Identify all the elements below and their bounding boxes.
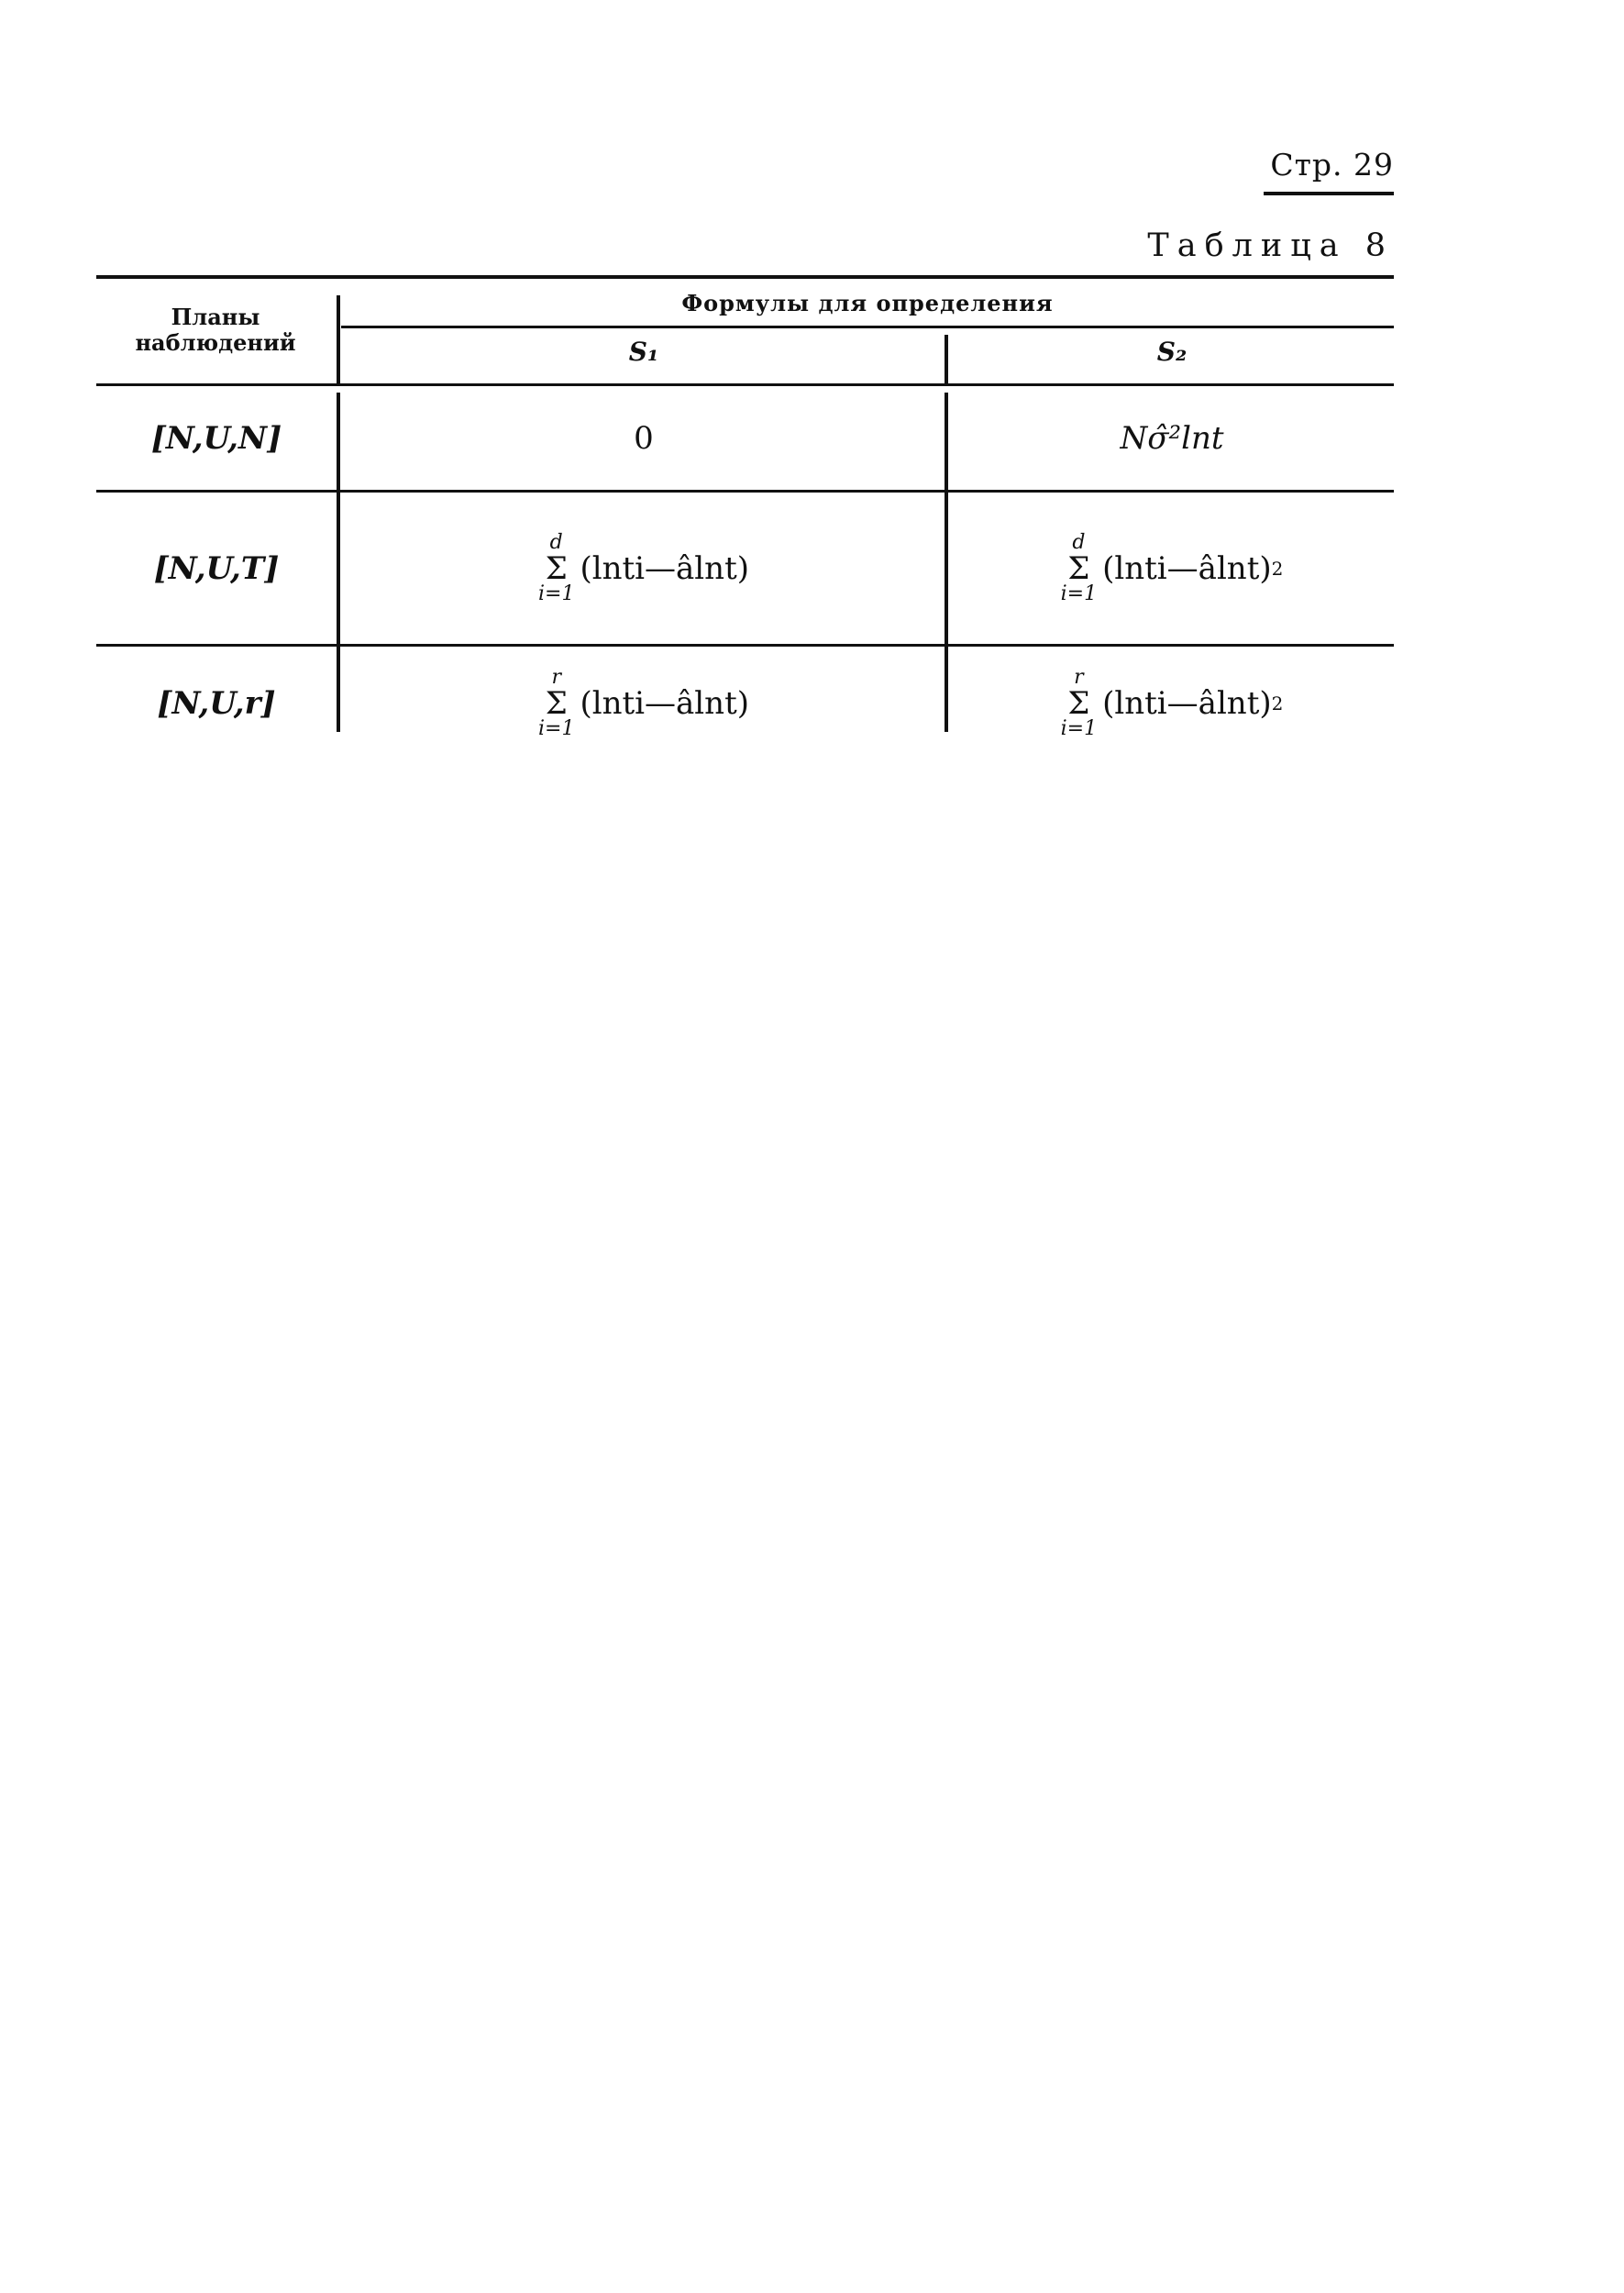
s2-cell	[950, 653, 1394, 754]
summand: (lnti—âlnt)	[1102, 685, 1272, 722]
sum-lower-limit: i=1	[1060, 717, 1098, 740]
table-title: Таблица 8	[1147, 227, 1394, 264]
sigma-glyph: Σ	[1067, 685, 1090, 722]
sum-lower-limit: i=1	[537, 717, 575, 740]
plan-label: [N,U,r]	[157, 685, 276, 722]
sum-symbol	[538, 668, 574, 739]
header-bottom-rule	[96, 383, 1394, 386]
sum-symbol	[1061, 668, 1097, 739]
sum-upper-limit: d	[1072, 531, 1086, 554]
sum-upper-limit: d	[549, 531, 563, 554]
s1-value: 0	[634, 420, 654, 457]
sum-symbol	[1061, 533, 1097, 604]
sigma-glyph: Σ	[1067, 550, 1090, 587]
row-divider-2	[96, 644, 1394, 647]
page-number-underline	[1264, 192, 1394, 195]
row-divider-1	[96, 490, 1394, 493]
s2-formula: Nσ̂²lnt	[1120, 420, 1224, 457]
sum-upper-limit: r	[551, 666, 561, 689]
plan-cell	[96, 500, 337, 637]
power: 2	[1271, 692, 1284, 714]
plan-cell	[96, 653, 337, 754]
header-plans: Планы наблюдений	[135, 304, 296, 356]
sum-upper-limit: r	[1074, 666, 1084, 689]
summand: (lnti—âlnt)	[1102, 550, 1272, 587]
sum-lower-limit: i=1	[537, 582, 575, 605]
summand: (lnti—âlnt)	[580, 550, 749, 587]
table-top-rule	[96, 275, 1394, 279]
header-s2: S₂	[1156, 337, 1188, 367]
s1-formula	[538, 668, 749, 739]
sigma-glyph: Σ	[545, 685, 568, 722]
col-divider-plans-body	[337, 393, 340, 732]
s2-formula	[1061, 668, 1284, 739]
s2-cell	[950, 393, 1394, 484]
plan-cell	[96, 393, 337, 484]
s1-cell	[341, 653, 946, 754]
sum-symbol	[538, 533, 574, 604]
plan-label: [N,U,T]	[153, 550, 280, 587]
col-divider-plans	[337, 295, 340, 383]
power: 2	[1271, 558, 1284, 580]
sum-lower-limit: i=1	[1060, 582, 1098, 605]
page-number: Стр. 29	[1270, 147, 1394, 183]
header-formulas: Формулы для определения	[681, 290, 1054, 316]
header-s1: S₁	[628, 337, 659, 367]
s1-formula	[538, 533, 749, 604]
s2-formula	[1061, 533, 1284, 604]
s1-cell	[341, 393, 946, 484]
s1-cell	[341, 514, 946, 624]
plan-label: [N,U,N]	[150, 420, 282, 457]
sigma-glyph: Σ	[545, 550, 568, 587]
s2-cell	[950, 514, 1394, 624]
summand: (lnti—âlnt)	[580, 685, 749, 722]
header-sub-rule	[341, 326, 1394, 328]
